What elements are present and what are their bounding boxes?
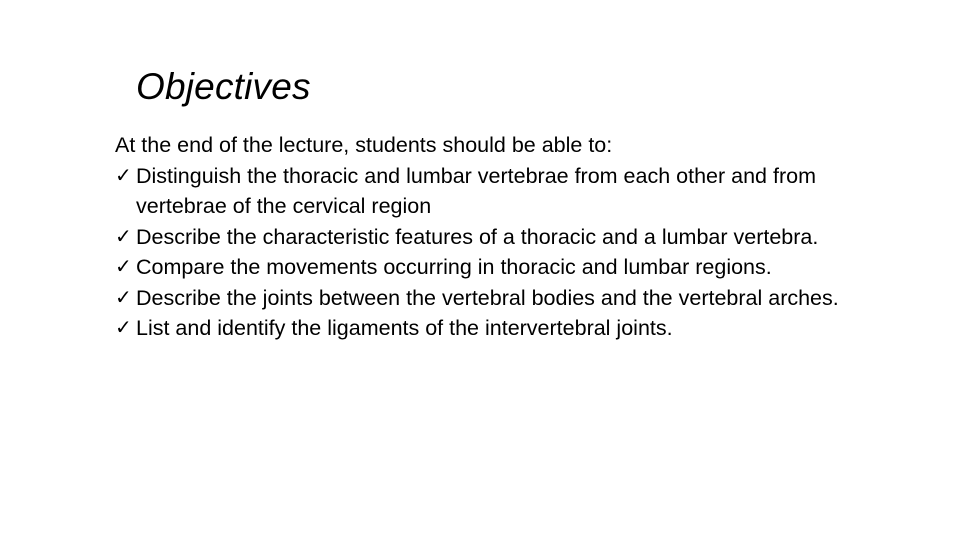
objective-text: Describe the characteristic features of a thoracic and a lumbar vertebra. <box>136 224 819 249</box>
objective-item <box>115 252 915 283</box>
checkmark-icon: ✓ <box>115 256 132 278</box>
slide-body <box>115 130 915 344</box>
checkmark-icon: ✓ <box>115 286 132 309</box>
checkmark-icon: ✓ <box>115 317 132 339</box>
objective-text: Distinguish the thoracic and lumbar vertebrae from each other and from vertebrae of the cervical region <box>136 163 816 218</box>
objective-item <box>115 222 915 253</box>
objective-text: Describe the joints between the vertebral bodies and the vertebral arches. <box>136 285 839 310</box>
checkmark-icon: ✓ <box>115 164 132 187</box>
objective-text: List and identify the ligaments of the intervertebral joints. <box>136 316 673 340</box>
objective-text: Compare the movements occurring in thoracic and lumbar regions. <box>136 255 772 279</box>
intro-text: At the end of the lecture, students should be able to: <box>115 133 613 157</box>
slide-title: Objectives <box>136 66 311 107</box>
objective-item <box>115 283 915 314</box>
objective-item <box>115 161 915 222</box>
checkmark-icon: ✓ <box>115 225 132 248</box>
objective-item <box>115 313 915 344</box>
